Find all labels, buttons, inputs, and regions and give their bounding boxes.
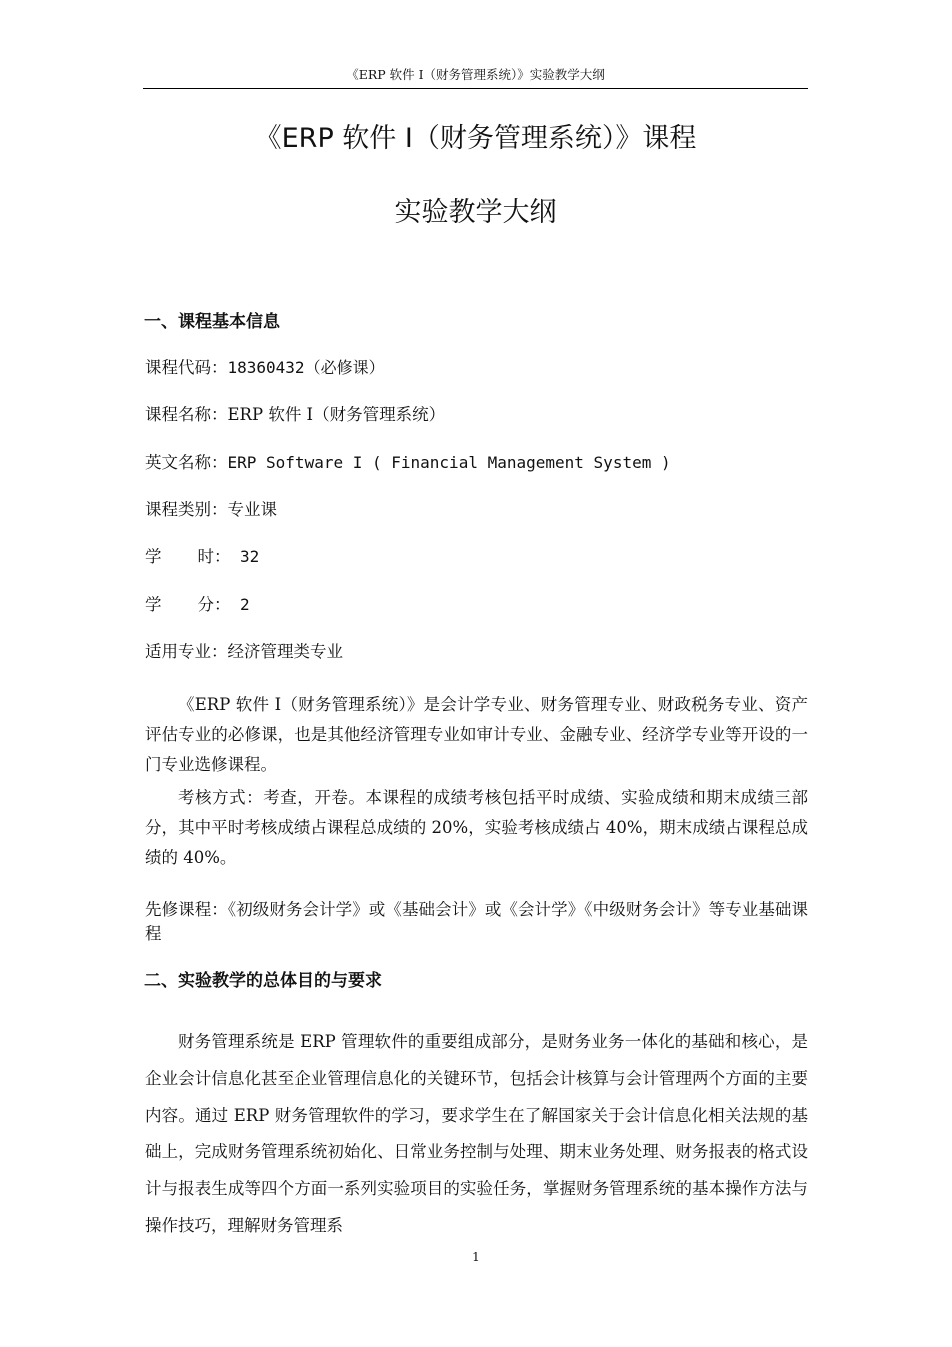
page-number: 1 <box>472 1250 480 1264</box>
document-title-line2: 实验教学大纲 <box>394 197 557 228</box>
section-heading-objectives: 二、实验教学的总体目的与要求 <box>144 971 382 991</box>
course-name-label: 课程名称： <box>145 405 228 424</box>
assessment-paragraph: 考核方式：考查，开卷。本课程的成绩考核包括平时成绩、实验成绩和期末成绩三部分，其中平时考核成绩占课程总成绩的 20%，实验考核成绩占 40%，期末成绩占课程总成绩的 40%。 <box>145 788 808 867</box>
applicable-majors-row <box>145 640 343 664</box>
course-code-value: 18360432（必修课） <box>227 358 385 377</box>
course-category-label: 课程类别： <box>145 500 228 519</box>
english-name-value: ERP Software I ( Financial Management System ) <box>227 453 671 472</box>
hours-label-b: 时： <box>197 547 231 566</box>
english-name-label: 英文名称： <box>145 453 228 472</box>
document-title-line1: 《ERP 软件 I（财务管理系统）》课程 <box>254 123 697 154</box>
course-category-value: 专业课 <box>227 500 277 519</box>
course-code-label: 课程代码： <box>145 358 228 377</box>
credits-label-b: 分： <box>197 595 231 614</box>
section-heading-basic-info: 一、课程基本信息 <box>144 312 280 332</box>
credits-label-a: 学 <box>145 595 162 614</box>
course-hours-row <box>145 545 259 569</box>
course-credits-row <box>145 593 250 617</box>
course-intro-paragraph: 《ERP 软件 I（财务管理系统）》是会计学专业、财务管理专业、财政税务专业、资产评估专业的必修课，也是其他经济管理专业如审计专业、金融专业、经济学专业等开设的一门专业选修课程。 <box>145 695 808 774</box>
header-rule <box>143 88 808 89</box>
objectives-paragraph: 财务管理系统是 ERP 管理软件的重要组成部分，是财务业务一体化的基础和核心，是企业会计信息化甚至企业管理信息化的关键环节，包括会计核算与会计管理两个方面的主要内容。通过 ERP 财务管理软件的学习，要求学生在了解国家关于会计信息化相关法规的基础上，完成财务管理系统初始化、日常业务控制与处理、期末业务处理、财务报表的格式设计与报表生成等四个方面一系列实验项目的实验任务，掌握财务管理系统的基本操作方法与操作技巧，理解财务管理系 <box>145 1032 808 1235</box>
hours-value: 32 <box>240 547 260 566</box>
course-code-row <box>145 356 385 380</box>
credits-value: 2 <box>240 595 250 614</box>
course-category-row <box>145 498 277 522</box>
english-name-row <box>145 451 671 475</box>
course-name-value: ERP 软件 I（财务管理系统） <box>227 405 446 424</box>
prerequisites-paragraph: 先修课程：《初级财务会计学》或《基础会计》或《会计学》《中级财务会计》等专业基础课程 <box>145 900 808 943</box>
hours-label-a: 学 <box>145 547 162 566</box>
running-header: 《ERP 软件 I（财务管理系统）》实验教学大纲 <box>346 67 605 82</box>
course-name-row <box>145 403 445 427</box>
majors-value: 经济管理类专业 <box>227 642 343 661</box>
majors-label: 适用专业： <box>145 642 228 661</box>
